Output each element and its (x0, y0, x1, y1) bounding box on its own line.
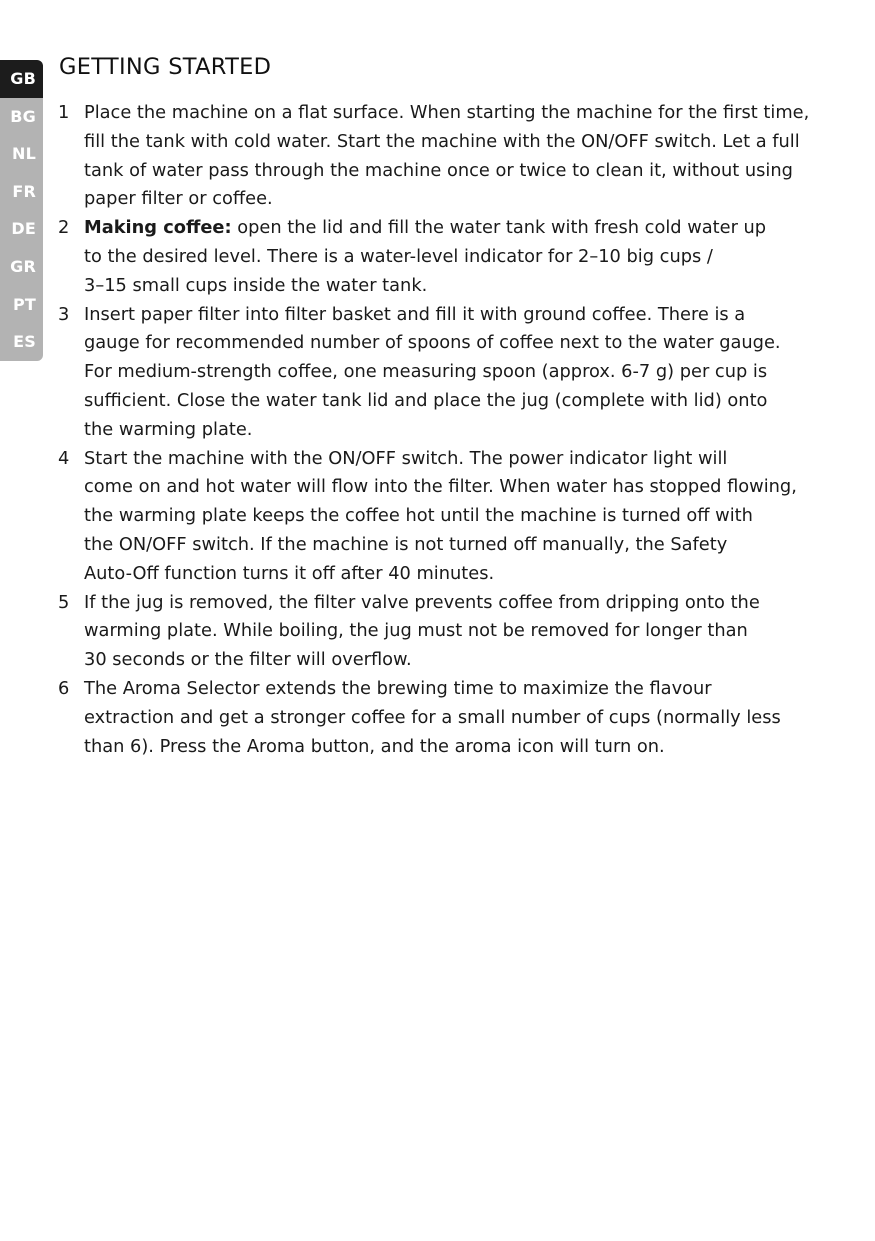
step-body: If the jug is removed, the filter valve prevents coffee from dripping onto the warming plate. While boiling, the jug must not be removed for longer than 30 seconds or the filter will overflow. (84, 591, 760, 671)
language-tab-gr[interactable]: GR (0, 248, 43, 286)
language-tab-nl[interactable]: NL (0, 135, 43, 173)
step-text (84, 675, 836, 761)
step-number: 1 (58, 102, 70, 123)
step-1 (56, 99, 836, 214)
step-3 (56, 301, 836, 445)
step-text (84, 301, 836, 445)
language-tab-de[interactable]: DE (0, 210, 43, 248)
step-text (84, 99, 836, 214)
step-text (84, 445, 836, 589)
step-5 (56, 589, 836, 675)
language-tab-gb[interactable]: GB (0, 60, 43, 98)
language-tab-fr[interactable]: FR (0, 173, 43, 211)
step-number: 2 (58, 217, 70, 239)
step-body: The Aroma Selector extends the brewing time to maximize the flavour extraction and get a stronger coffee for a small number of cups (normally less than 6). Press the Aroma button, and the aroma icon will turn on. (84, 677, 781, 757)
step-text (84, 214, 836, 300)
language-tab-pt[interactable]: PT (0, 286, 43, 324)
step-number: 5 (58, 591, 70, 613)
step-lead: Making coffee: (84, 217, 232, 239)
language-tab-bg[interactable]: BG (0, 98, 43, 136)
step-number: 6 (58, 677, 70, 699)
language-tabs (0, 60, 43, 361)
step-text (84, 589, 836, 675)
step-body: Place the machine on a flat surface. When starting the machine for the first time, fill the tank with cold water. Start the machine with the ON/OFF switch. Let a full tank of water pass through the machine once or twice to clean it, without using paper filter or coffee. (84, 102, 810, 210)
step-number: 4 (58, 447, 70, 469)
step-4 (56, 445, 836, 589)
step-body: Start the machine with the ON/OFF switch. The power indicator light will come on and hot water will flow into the filter. When water has stopped flowing, the warming plate keeps the coffee hot until the machine is turned off with the ON/OFF switch. If the machine is not turned off manually, the Safety Auto-Off function turns it off after 40 minutes. (84, 447, 797, 584)
step-body: Insert paper filter into filter basket and fill it with ground coffee. There is a gauge for recommended number of spoons of coffee next to the water gauge. For medium-strength coffee, one measuring spoon (approx. 6-7 g) per cup is sufficient. Close the water tank lid and place the jug (complete with lid) onto the warming plate. (84, 303, 781, 440)
step-number: 3 (58, 303, 70, 325)
page-title: GETTING STARTED (59, 54, 272, 80)
step-2 (56, 214, 836, 300)
steps-list (56, 99, 836, 761)
step-body: open the lid and fill the water tank with fresh cold water up to the desired level. There is a water-level indicator for 2–10 big cups / 3–15 small cups inside the water tank. (84, 217, 767, 296)
step-6 (56, 675, 836, 761)
language-tab-es[interactable]: ES (0, 323, 43, 361)
